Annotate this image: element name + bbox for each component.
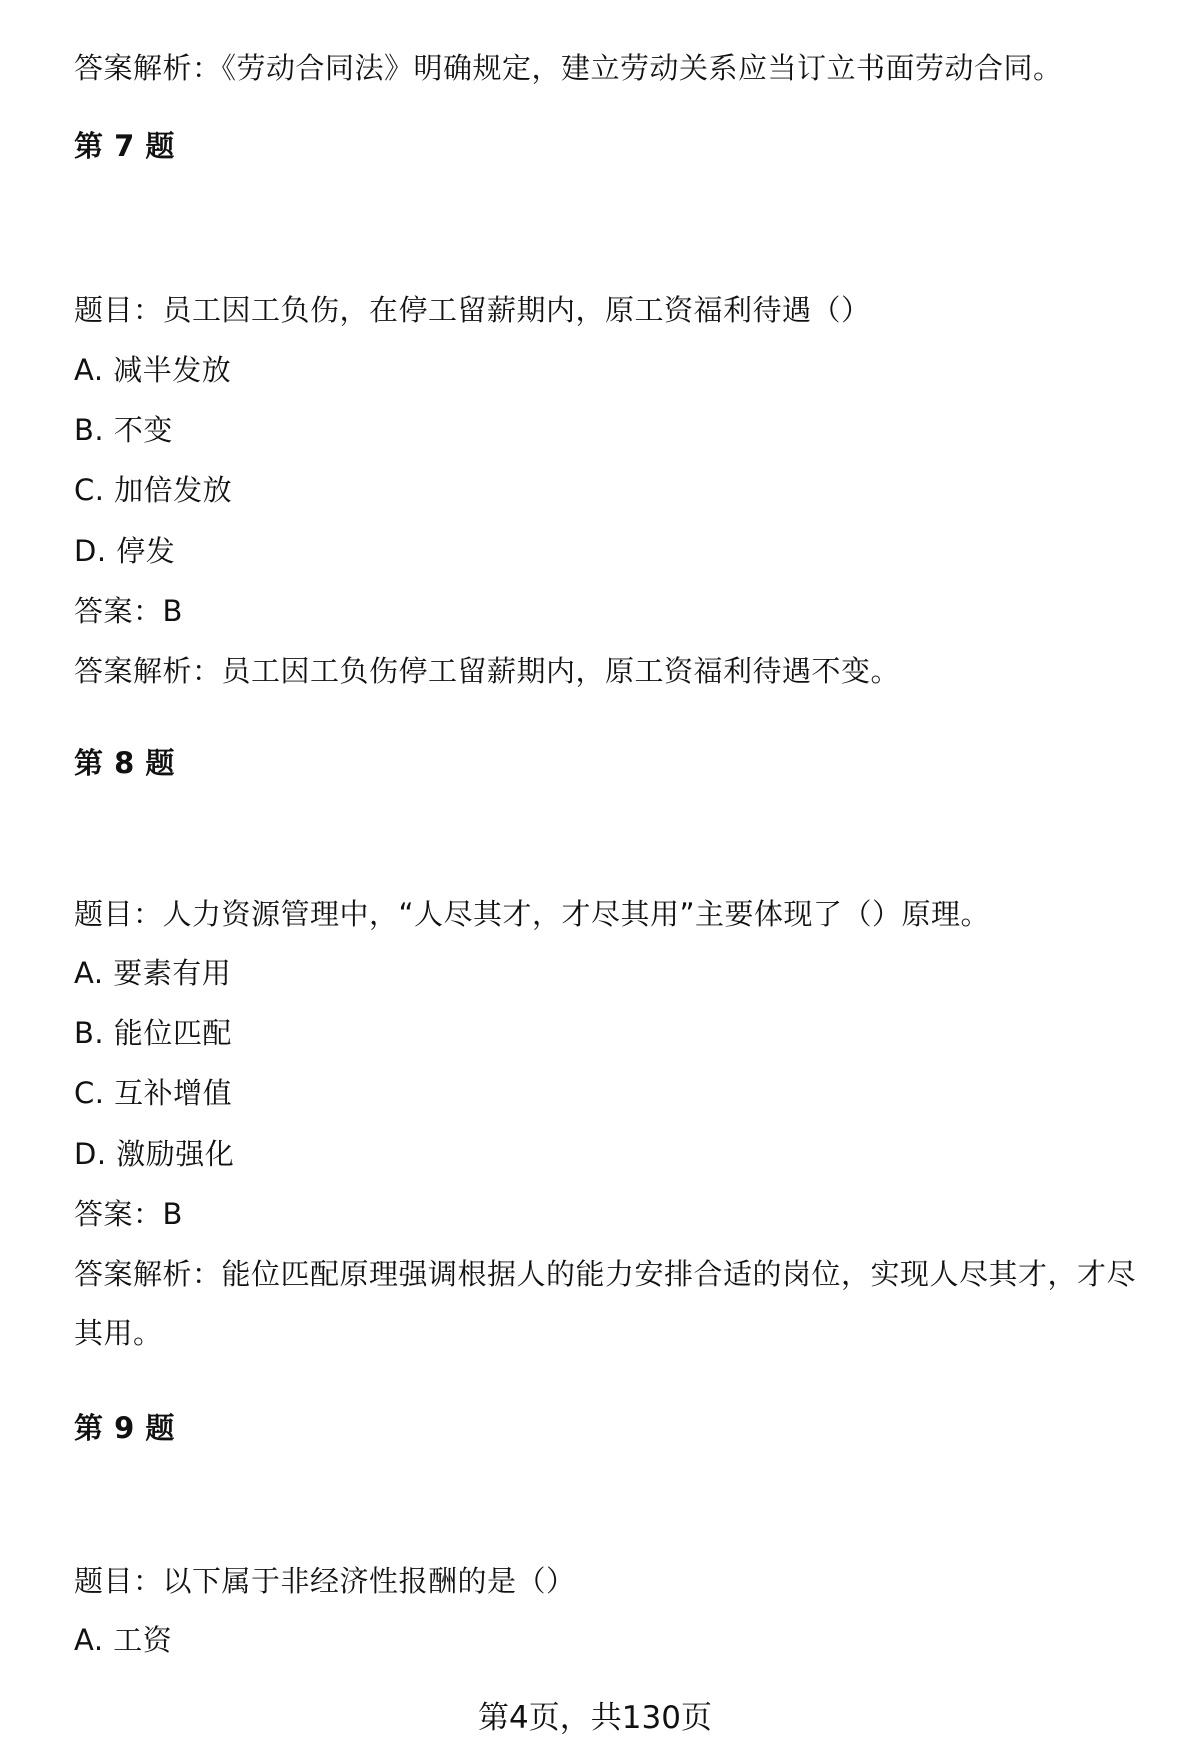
- question-text-9: 题目：以下属于非经济性报酬的是（）: [74, 1564, 576, 1598]
- option-7-d: D. 停发: [74, 534, 176, 568]
- option-8-c: C. 互补增值: [74, 1076, 233, 1110]
- option-8-b: B. 能位匹配: [74, 1016, 232, 1050]
- explanation-7: 答案解析：员工因工负伤停工留薪期内，原工资福利待遇不变。: [74, 654, 901, 688]
- question-text-8: 题目：人力资源管理中，“人尽其才，才尽其用”主要体现了（）原理。: [74, 897, 991, 931]
- answer-8: 答案：B: [74, 1197, 183, 1231]
- option-7-a: A. 减半发放: [74, 353, 232, 387]
- prev-explanation: 答案解析：《劳动合同法》明确规定，建立劳动关系应当订立书面劳动合同。: [74, 51, 1063, 85]
- option-8-a: A. 要素有用: [74, 956, 232, 990]
- question-text-7: 题目：员工因工负伤，在停工留薪期内，原工资福利待遇（）: [74, 293, 871, 327]
- option-8-d: D. 激励强化: [74, 1137, 235, 1171]
- page-number-footer: 第4页，共130页: [478, 1700, 712, 1736]
- question-heading-8: 第 8 题: [74, 746, 175, 780]
- question-heading-7: 第 7 题: [74, 129, 175, 163]
- question-heading-9: 第 9 题: [74, 1411, 175, 1445]
- option-9-a: A. 工资: [74, 1623, 173, 1657]
- explanation-8: 答案解析：能位匹配原理强调根据人的能力安排合适的岗位，实现人尽其才，才尽其用。: [74, 1257, 1137, 1350]
- option-7-b: B. 不变: [74, 413, 173, 447]
- answer-7: 答案：B: [74, 594, 183, 628]
- option-7-c: C. 加倍发放: [74, 473, 233, 507]
